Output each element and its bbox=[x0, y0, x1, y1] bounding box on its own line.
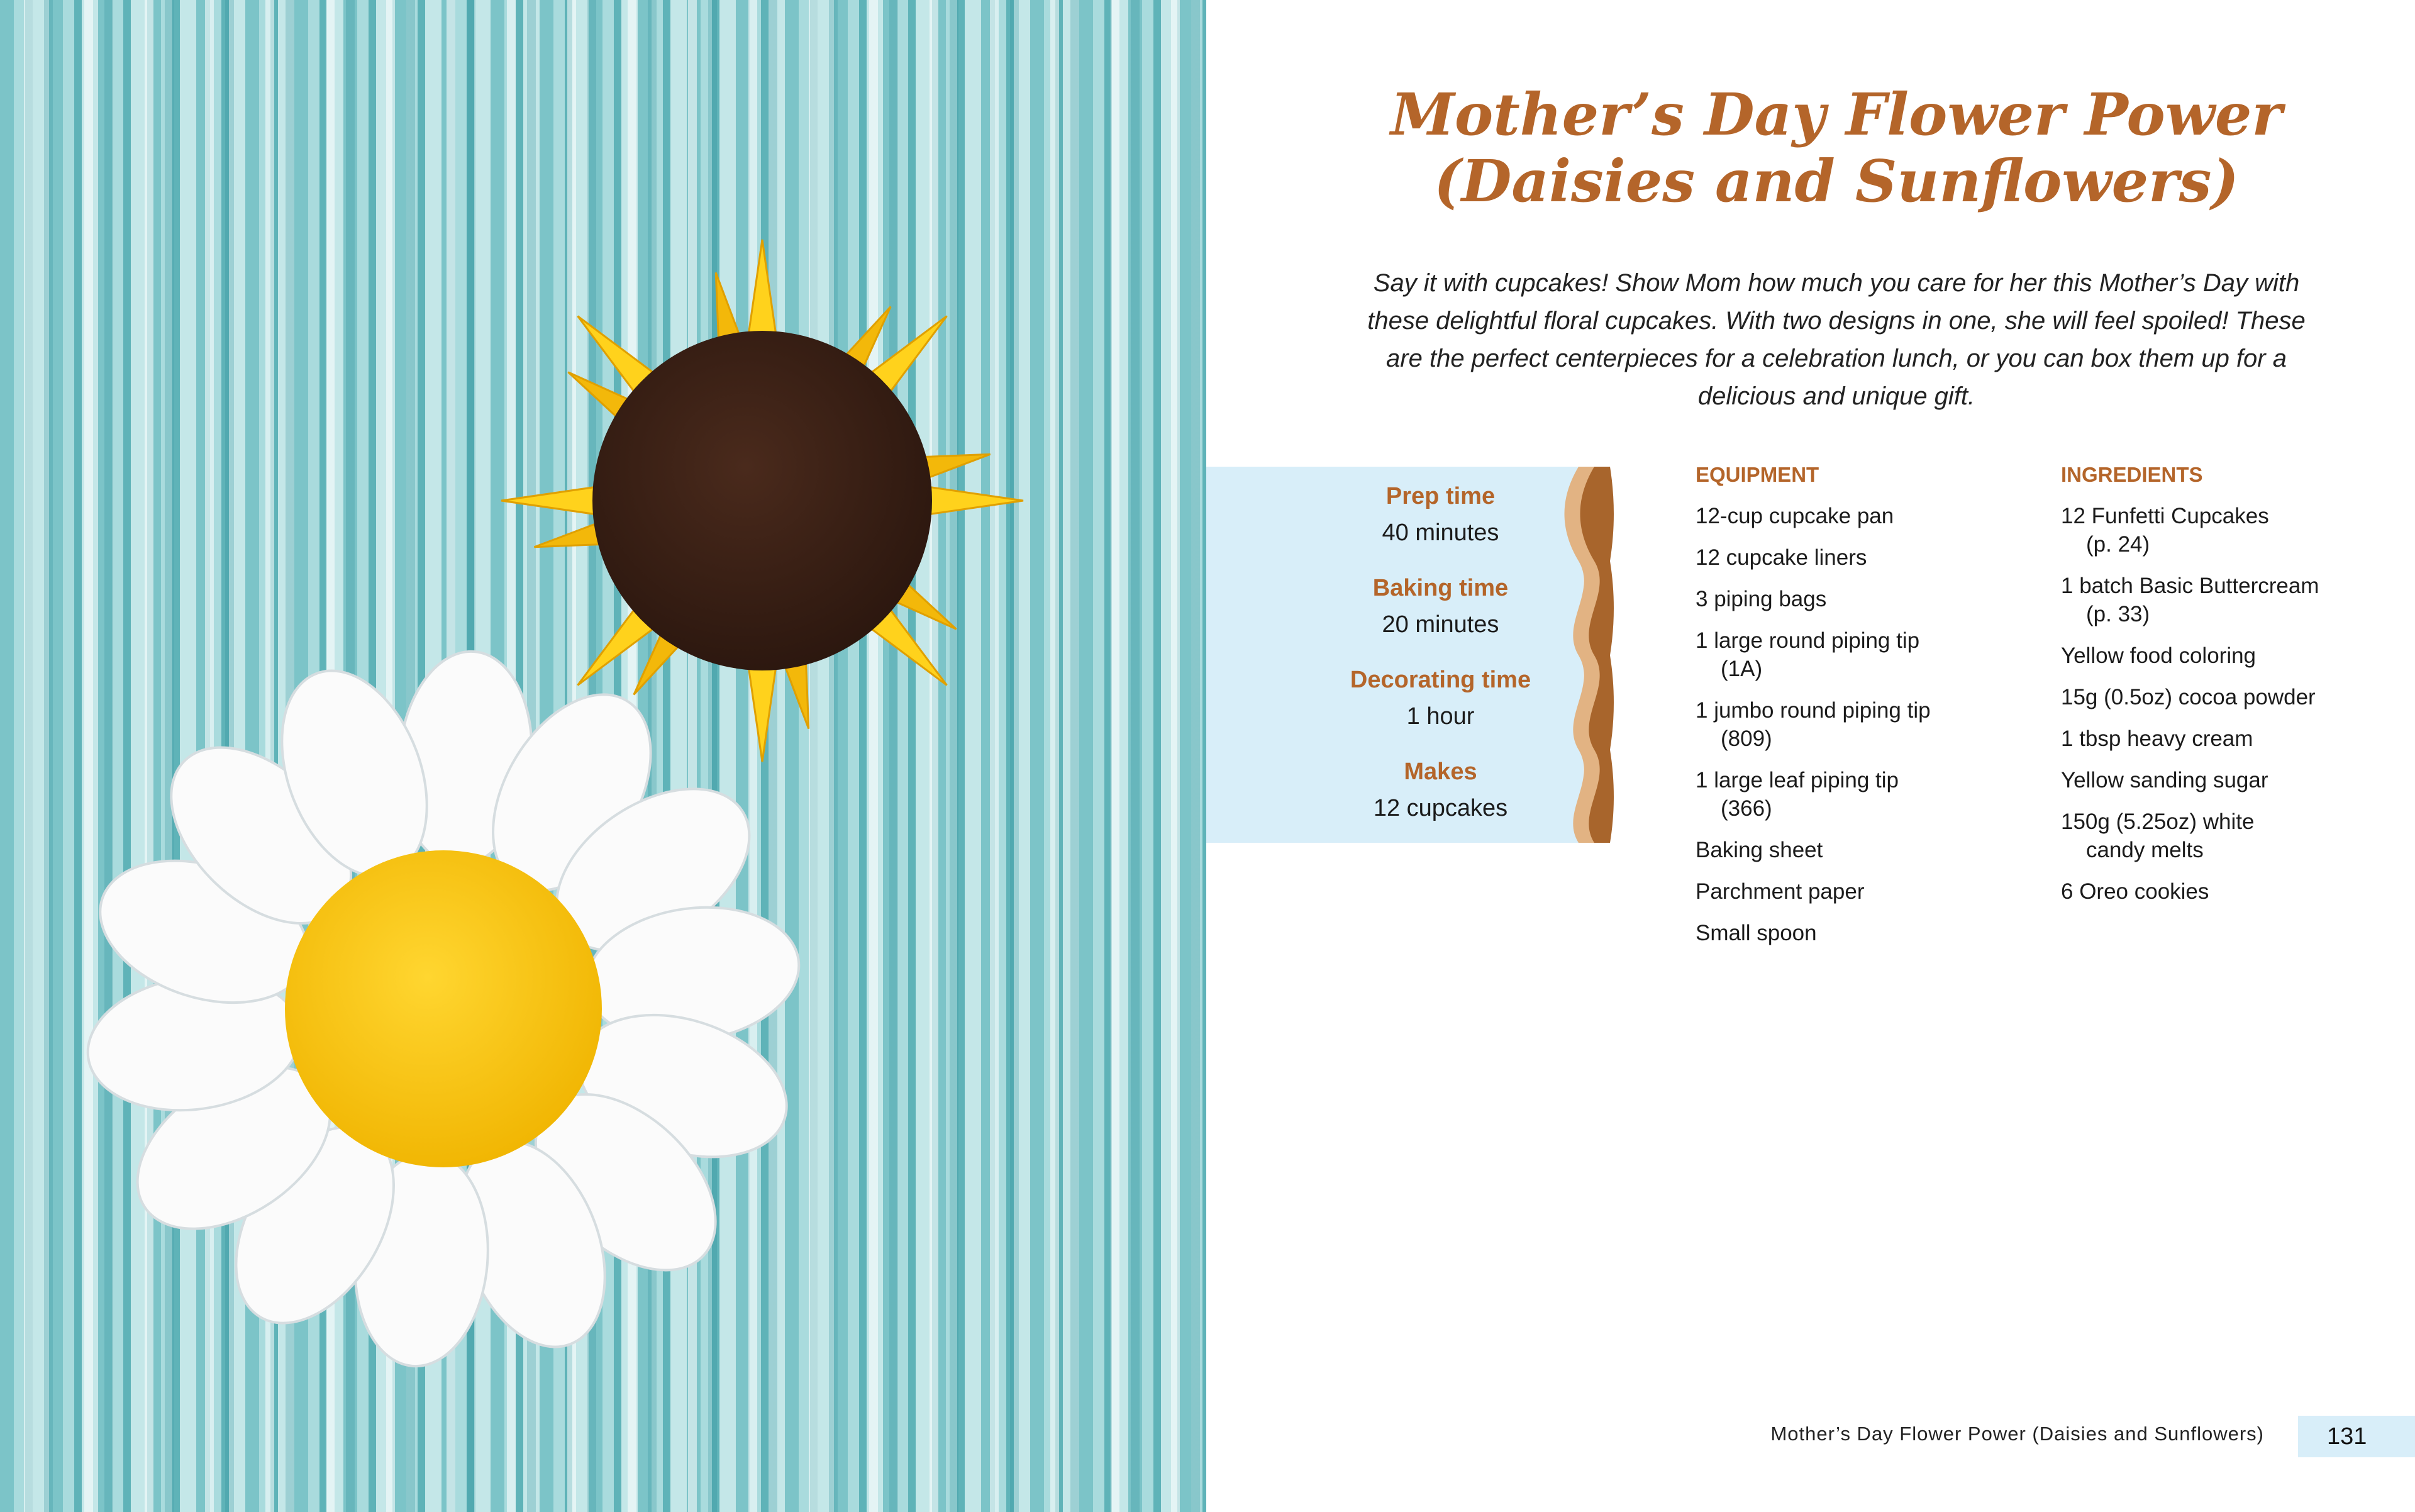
sunflower-center bbox=[592, 331, 932, 670]
ingredients-list bbox=[2061, 459, 2319, 919]
equipment-item bbox=[1696, 877, 1931, 906]
ingredients-item bbox=[2061, 766, 2319, 794]
info-value: 12 cupcakes bbox=[1373, 795, 1508, 821]
info-value: 20 minutes bbox=[1382, 611, 1499, 638]
equipment-item bbox=[1696, 543, 1931, 572]
ingredients-item bbox=[2061, 877, 2319, 906]
ingredients-heading: INGREDIENTS bbox=[2061, 463, 2203, 486]
item-text: Yellow sanding sugar bbox=[2061, 768, 2268, 792]
item-text: 1 tbsp heavy cream bbox=[2061, 726, 2253, 751]
equipment-item bbox=[1696, 766, 1931, 823]
info-value: 40 minutes bbox=[1382, 520, 1499, 546]
equipment-item bbox=[1696, 919, 1931, 947]
sunflower-cupcake bbox=[501, 240, 1023, 762]
item-text-continued: (p. 33) bbox=[2086, 602, 2150, 626]
item-text-continued: (1A) bbox=[1721, 657, 1763, 681]
item-text-continued: (366) bbox=[1721, 796, 1772, 821]
item-text: 12 cupcake liners bbox=[1696, 545, 1867, 570]
item-text: 1 large round piping tip bbox=[1696, 628, 1920, 653]
item-text: 1 batch Basic Buttercream bbox=[2061, 574, 2319, 598]
equipment-list bbox=[1696, 459, 1931, 960]
daisy-center bbox=[285, 850, 602, 1167]
recipe-title-line-2: (Daisies and Sunflowers) bbox=[1434, 147, 2239, 215]
item-text: 1 large leaf piping tip bbox=[1696, 768, 1899, 792]
item-text: 15g (0.5oz) cocoa powder bbox=[2061, 685, 2316, 709]
cupcake-photo bbox=[0, 0, 1206, 1512]
equipment-item bbox=[1696, 502, 1931, 530]
equipment-item bbox=[1696, 626, 1931, 683]
ingredients-item bbox=[2061, 572, 2319, 628]
equipment-item bbox=[1696, 696, 1931, 753]
ingredients-item bbox=[2061, 725, 2319, 753]
item-text-continued: (p. 24) bbox=[2086, 532, 2150, 557]
item-text: 12-cup cupcake pan bbox=[1696, 504, 1894, 528]
recipe-intro: Say it with cupcakes! Show Mom how much you care for her this Mother’s Day with these delightful floral cupcakes. With two designs in one, she will feel spoiled! These are the perfect centerpieces for a celebration lunch, or you can box them up for a delicious and unique gift. bbox=[1367, 269, 2306, 410]
recipe-timing bbox=[1206, 478, 1675, 845]
ingredients-item bbox=[2061, 683, 2319, 711]
item-text: 1 jumbo round piping tip bbox=[1696, 698, 1931, 723]
daisy-cupcake bbox=[79, 646, 808, 1372]
ingredients-item bbox=[2061, 642, 2319, 670]
equipment-item bbox=[1696, 836, 1931, 864]
ingredients-item bbox=[2061, 502, 2319, 559]
item-text: 6 Oreo cookies bbox=[2061, 879, 2209, 904]
item-text: Yellow food coloring bbox=[2061, 643, 2257, 668]
item-text: Small spoon bbox=[1696, 921, 1817, 945]
item-text-continued: (809) bbox=[1721, 726, 1772, 751]
item-text: 150g (5.25oz) white bbox=[2061, 809, 2255, 834]
info-label: Baking time bbox=[1372, 575, 1509, 601]
equipment-heading: EQUIPMENT bbox=[1696, 463, 1819, 486]
ingredients-item bbox=[2061, 808, 2319, 864]
running-footer: Mother’s Day Flower Power (Daisies and Sunflowers) bbox=[1770, 1423, 2264, 1445]
info-label: Prep time bbox=[1385, 483, 1496, 509]
info-value: 1 hour bbox=[1406, 703, 1475, 730]
equipment-item bbox=[1696, 585, 1931, 613]
item-text: 12 Funfetti Cupcakes bbox=[2061, 504, 2269, 528]
info-label: Decorating time bbox=[1350, 667, 1531, 693]
item-text: Parchment paper bbox=[1696, 879, 1865, 904]
info-label: Makes bbox=[1404, 759, 1477, 785]
item-text: Baking sheet bbox=[1696, 838, 1823, 862]
item-text-continued: candy melts bbox=[2086, 838, 2204, 862]
item-text: 3 piping bags bbox=[1696, 587, 1827, 611]
page-number: 131 bbox=[2327, 1423, 2367, 1450]
recipe-title-line-1: Mother’s Day Flower Power bbox=[1391, 81, 2282, 148]
